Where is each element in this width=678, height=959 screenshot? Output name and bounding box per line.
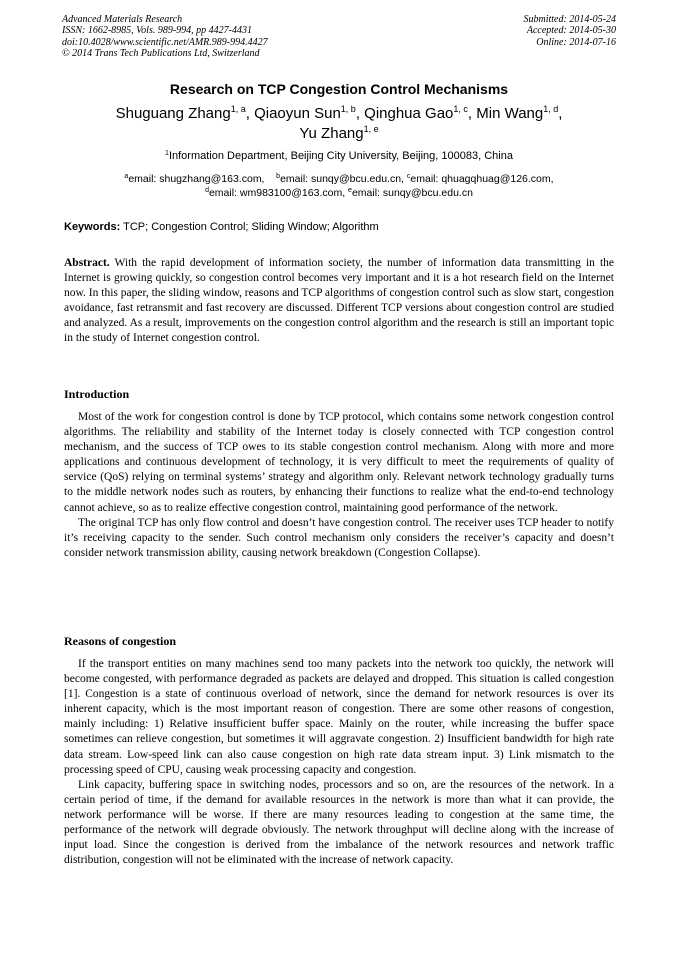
affiliation-text: Information Department, Beijing City University, Beijing, 100083, China xyxy=(168,150,513,162)
abstract xyxy=(64,256,614,347)
paragraph: Link capacity, buffering space in switching nodes, processors and so on, are the resources of the network. In a certain period of time, if the demand for available resources in the network is more than what it can provide, the network performance will be worse. If there are many resources leading to congestion at the same time, the performance of the network will degrade obviously. The network throughput will decline along with the increase of input load. Since the congestion is derived from the imbalance of the network resources and network traffic distribution, congestion will not be eliminated with the increase of network capacity. xyxy=(64,778,614,867)
email-text: email: qhuagqhuag@126.com, xyxy=(410,173,554,185)
author-separator: , xyxy=(245,105,255,122)
email-mark: e xyxy=(348,187,352,194)
reasons-body xyxy=(64,657,614,868)
author-name: Yu Zhang xyxy=(299,125,364,142)
author-affil-mark: 1, b xyxy=(340,104,356,114)
paper-title: Research on TCP Congestion Control Mechanisms xyxy=(169,81,509,97)
author-separator: , xyxy=(355,105,365,122)
paragraph: If the transport entities on many machines send too many packets into the network too quickly, the network will become congested, with performance degraded as packets are delayed and dropped. This situation is called congestion [1]. Congestion is a state of continuous overload of network, since the demand for network resources is over its inherent capacity, which is the most important reason of congestion. There are some other reasons of congestion, mainly including: 1) Relative insufficient buffer space. Mainly on the router, while increasing the buffer space sometimes can relieve congestion, but sometimes it will aggravate congestion. 2) Insufficient bandwidth for high rate data stream. Low-speed link can also cause congestion on high rate data stream input. 3) Link mismatch to the processing speed of CPU, causing weak processing capacity and congestion. xyxy=(64,658,614,776)
accepted-date: Accepted: 2014-05-30 xyxy=(526,25,616,37)
author-separator: , xyxy=(558,105,563,122)
author-name: Shuguang Zhang xyxy=(115,105,231,122)
email-mark: b xyxy=(276,173,281,180)
journal-copyright: © 2014 Trans Tech Publications Ltd, Switzerland xyxy=(62,48,260,60)
keywords-text: TCP; Congestion Control; Sliding Window; Algorithm xyxy=(120,221,379,233)
author-separator: , xyxy=(467,105,477,122)
paragraph: The original TCP has only flow control and doesn’t have congestion control. The receiver uses TCP header to notify it’s receiving capacity to the sender. Such control mechanism only considers the receiver’s capacity and doesn’t consider network transmission ability, causing network breakdown (Congestion Collapse). xyxy=(64,516,614,559)
email-mark: a xyxy=(124,173,129,180)
author-name: Min Wang xyxy=(476,105,544,122)
submission-dates xyxy=(524,14,617,48)
author-affil-mark: 1, a xyxy=(230,104,246,114)
email-mark: c xyxy=(406,173,411,180)
author-name: Qiaoyun Sun xyxy=(254,105,341,122)
submitted-date: Submitted: 2014-05-24 xyxy=(523,14,616,25)
author-affil-mark: 1, d xyxy=(543,104,559,114)
journal-issn: ISSN: 1662-8985, Vols. 989-994, pp 4427-4431 xyxy=(62,25,252,37)
affiliation-mark: 1 xyxy=(165,150,169,157)
email-text: email: sunqy@bcu.edu.cn xyxy=(351,187,473,199)
journal-name: Advanced Materials Research xyxy=(62,14,183,25)
online-date: Online: 2014-07-16 xyxy=(536,36,616,48)
keywords xyxy=(64,221,624,233)
email-text: email: wm983100@163.com, xyxy=(208,187,346,199)
abstract-label: Abstract. xyxy=(64,257,110,269)
affiliation xyxy=(0,150,678,162)
journal-info xyxy=(62,14,268,60)
paragraph: Most of the work for congestion control is done by TCP protocol, which contains some network congestion control algorithms. The reliability and stability of the Internet today is closely connected with TCP congestion control mechanism, and the success of TCP owes to its stable congestion control mechanism. Along with more and more applications and continuous development of technology, it is very difficult to meet the requirements of quality of service (QoS) relying on terminal systems’ strategy and algorithm only. Relevant network technology gradually turns to the middle network nodes such as routers, by enhancing their functions to realize what the end-to-end technology cannot achieve, so as to realize effective congestion control, maintaining good performance of the network. xyxy=(64,411,614,514)
introduction-body xyxy=(64,410,614,561)
introduction-heading: Introduction xyxy=(64,387,130,401)
email-mark: d xyxy=(205,187,209,194)
author-affil-mark: 1, e xyxy=(363,124,379,134)
email-text: email: sunqy@bcu.edu.cn, xyxy=(280,173,404,185)
author-name: Qinghua Gao xyxy=(364,105,454,122)
author-list xyxy=(70,104,608,144)
author-emails xyxy=(0,172,678,200)
keywords-label: Keywords: xyxy=(64,221,121,233)
journal-doi: doi:10.4028/www.scientific.net/AMR.989-994.4427 xyxy=(62,36,268,48)
email-text: email: shugzhang@163.com, xyxy=(128,173,265,185)
abstract-text: With the rapid development of information society, the number of information data transmitting in the Internet is growing quickly, so congestion control becomes very important and it is a hot research field on the Internet now. In this paper, the sliding window, reasons and TCP algorithms of congestion control such as slow start, congestion avoidance, fast retransmit and fast recovery are discussed. Different TCP versions about congestion control are studied and analyzed. As a result, improvements on the congestion control algorithm and the research is still an important topic in the study of Internet congestion control. xyxy=(64,257,614,345)
author-affil-mark: 1, c xyxy=(453,104,468,114)
reasons-heading: Reasons of congestion xyxy=(64,634,177,648)
